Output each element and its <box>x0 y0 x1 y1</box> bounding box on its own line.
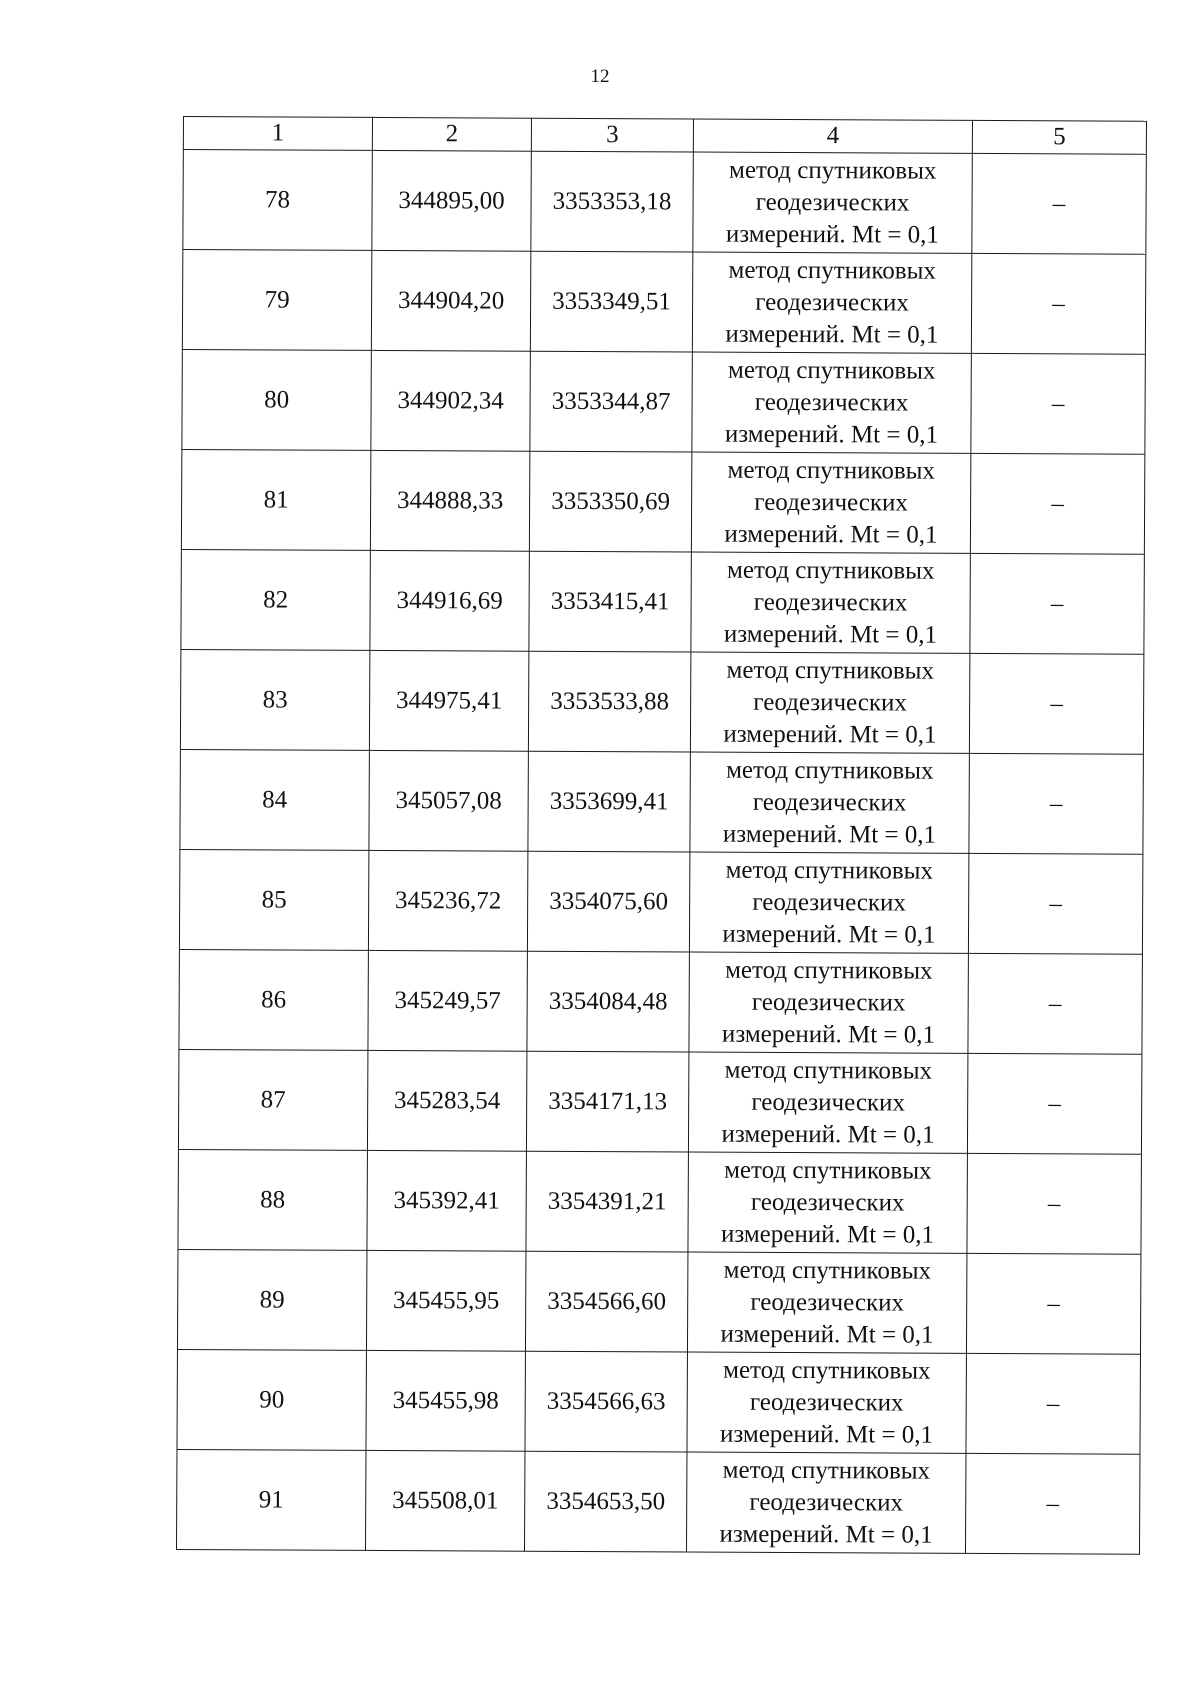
coord-y: 3353344,87 <box>530 351 692 452</box>
method-description <box>687 1252 966 1353</box>
method-description <box>691 552 970 653</box>
note: – <box>969 753 1143 854</box>
method-line: метод спутниковых <box>725 956 933 985</box>
method-description <box>692 352 971 453</box>
table-row <box>179 949 1142 1054</box>
coord-x: 345283,54 <box>367 1050 526 1151</box>
table-row <box>182 349 1145 454</box>
method-line: измерений. Mt = 0,1 <box>722 820 937 849</box>
method-line: геодезических <box>754 388 909 417</box>
header-col-1: 1 <box>183 117 372 151</box>
method-line: метод спутниковых <box>728 156 937 185</box>
coord-x: 345236,72 <box>368 850 527 951</box>
method-line: геодезических <box>753 588 908 617</box>
point-number: 81 <box>181 449 370 550</box>
method-line: метод спутниковых <box>726 756 934 785</box>
method-description <box>688 1152 967 1253</box>
table-body <box>176 150 1146 1555</box>
point-number: 89 <box>177 1249 366 1350</box>
coord-y: 3354653,50 <box>524 1451 686 1552</box>
table-row <box>178 1149 1141 1254</box>
method-line: геодезических <box>749 1388 904 1417</box>
note: – <box>969 653 1143 754</box>
method-line: измерений. Mt = 0,1 <box>723 720 937 749</box>
method-line: метод спутниковых <box>722 1456 931 1485</box>
coord-x: 345249,57 <box>368 950 527 1051</box>
method-line: измерений. Mt = 0,1 <box>720 1220 935 1249</box>
point-number: 86 <box>179 949 368 1050</box>
method-line: измерений. Mt = 0,1 <box>723 620 938 649</box>
method-line: геодезических <box>751 1088 906 1117</box>
table-row <box>181 549 1144 654</box>
table-row <box>176 1449 1139 1554</box>
method-line: метод спутниковых <box>727 456 936 485</box>
point-number: 83 <box>180 649 369 750</box>
table-row <box>181 449 1144 554</box>
method-description <box>690 752 969 853</box>
method-line: геодезических <box>755 188 910 217</box>
method-line: геодезических <box>750 1288 905 1317</box>
method-line: метод спутниковых <box>726 656 935 685</box>
table-row <box>177 1249 1140 1354</box>
method-line: геодезических <box>754 488 908 517</box>
method-line: геодезических <box>749 1488 904 1517</box>
method-line: измерений. Mt = 0,1 <box>725 220 940 249</box>
method-description <box>693 152 972 253</box>
method-line: метод спутниковых <box>728 256 937 285</box>
table-row <box>177 1349 1140 1454</box>
coord-y: 3353533,88 <box>528 651 690 752</box>
note: – <box>970 453 1144 554</box>
point-number: 84 <box>180 749 369 850</box>
coord-x: 344895,00 <box>372 150 531 251</box>
table-row <box>180 749 1143 854</box>
coord-y: 3353415,41 <box>529 551 691 652</box>
method-line: метод спутниковых <box>723 1356 931 1385</box>
method-line: метод спутниковых <box>727 556 935 585</box>
note: – <box>972 153 1146 254</box>
method-description <box>692 252 971 353</box>
point-number: 87 <box>178 1049 367 1150</box>
coord-y: 3354084,48 <box>527 951 689 1052</box>
coordinates-table <box>176 116 1147 1555</box>
method-line: измерений. Mt = 0,1 <box>724 420 939 449</box>
header-col-4: 4 <box>693 119 972 153</box>
method-line: измерений. Mt = 0,1 <box>720 1320 934 1349</box>
header-col-3: 3 <box>531 118 693 152</box>
table-row <box>183 150 1146 255</box>
table-row <box>180 649 1143 754</box>
note: – <box>968 853 1142 954</box>
table-row <box>182 250 1145 355</box>
method-line: измерений. Mt = 0,1 <box>725 320 939 349</box>
method-description <box>686 1452 965 1553</box>
note: – <box>968 953 1142 1054</box>
method-description <box>687 1352 966 1453</box>
coord-y: 3353699,41 <box>528 751 690 852</box>
method-description <box>689 852 968 953</box>
coord-x: 345455,95 <box>366 1250 525 1351</box>
method-description <box>689 952 968 1053</box>
method-line: метод спутниковых <box>727 356 936 385</box>
coord-x: 344916,69 <box>370 550 529 651</box>
method-line: измерений. Mt = 0,1 <box>719 1520 933 1549</box>
method-line: геодезических <box>755 288 909 317</box>
method-line: метод спутниковых <box>724 1056 933 1085</box>
coord-x: 344888,33 <box>370 450 529 551</box>
method-line: геодезических <box>751 988 906 1017</box>
coord-y: 3353353,18 <box>531 151 693 252</box>
coord-y: 3354075,60 <box>527 851 689 952</box>
note: – <box>971 253 1145 354</box>
point-number: 79 <box>182 250 371 351</box>
coord-y: 3353350,69 <box>529 451 691 552</box>
method-line: измерений. Mt = 0,1 <box>722 920 936 949</box>
note: – <box>966 1253 1140 1354</box>
header-col-2: 2 <box>372 117 531 151</box>
coord-x: 345392,41 <box>367 1150 526 1251</box>
method-line: метод спутниковых <box>725 856 934 885</box>
table-header-row <box>183 117 1146 155</box>
coord-x: 344904,20 <box>371 250 530 351</box>
note: – <box>970 553 1144 654</box>
coord-x: 345508,01 <box>365 1450 524 1551</box>
method-line: измерений. Mt = 0,1 <box>721 1120 935 1149</box>
method-line: измерений. Mt = 0,1 <box>721 1020 936 1049</box>
coord-y: 3354391,21 <box>526 1151 688 1252</box>
table-row <box>178 1049 1141 1154</box>
coord-y: 3354171,13 <box>526 1051 688 1152</box>
point-number: 85 <box>179 849 368 950</box>
method-description <box>691 452 970 553</box>
method-line: геодезических <box>750 1188 905 1217</box>
method-line: геодезических <box>752 888 907 917</box>
note: – <box>965 1453 1139 1554</box>
method-line: метод спутниковых <box>723 1256 932 1285</box>
point-number: 82 <box>181 549 370 650</box>
point-number: 91 <box>176 1449 365 1550</box>
page-number: 12 <box>590 66 610 87</box>
point-number: 80 <box>182 349 371 450</box>
note: – <box>967 1153 1141 1254</box>
method-description <box>690 652 969 753</box>
method-line: метод спутниковых <box>724 1156 932 1185</box>
coord-x: 345057,08 <box>369 750 528 851</box>
method-line: измерений. Mt = 0,1 <box>724 520 938 549</box>
method-line: геодезических <box>753 688 908 717</box>
method-line: геодезических <box>752 788 907 817</box>
header-col-5: 5 <box>972 120 1146 154</box>
coord-y: 3353349,51 <box>530 251 692 352</box>
note: – <box>971 353 1145 454</box>
point-number: 90 <box>177 1349 366 1450</box>
note: – <box>966 1353 1140 1454</box>
coord-x: 344902,34 <box>371 350 530 451</box>
method-description <box>688 1052 967 1153</box>
point-number: 78 <box>183 150 372 251</box>
coord-x: 345455,98 <box>366 1350 525 1451</box>
note: – <box>967 1053 1141 1154</box>
table-row <box>179 849 1142 954</box>
coord-x: 344975,41 <box>369 650 528 751</box>
point-number: 88 <box>178 1149 367 1250</box>
method-line: измерений. Mt = 0,1 <box>719 1420 934 1449</box>
coord-y: 3354566,60 <box>525 1251 687 1352</box>
coord-y: 3354566,63 <box>525 1351 687 1452</box>
